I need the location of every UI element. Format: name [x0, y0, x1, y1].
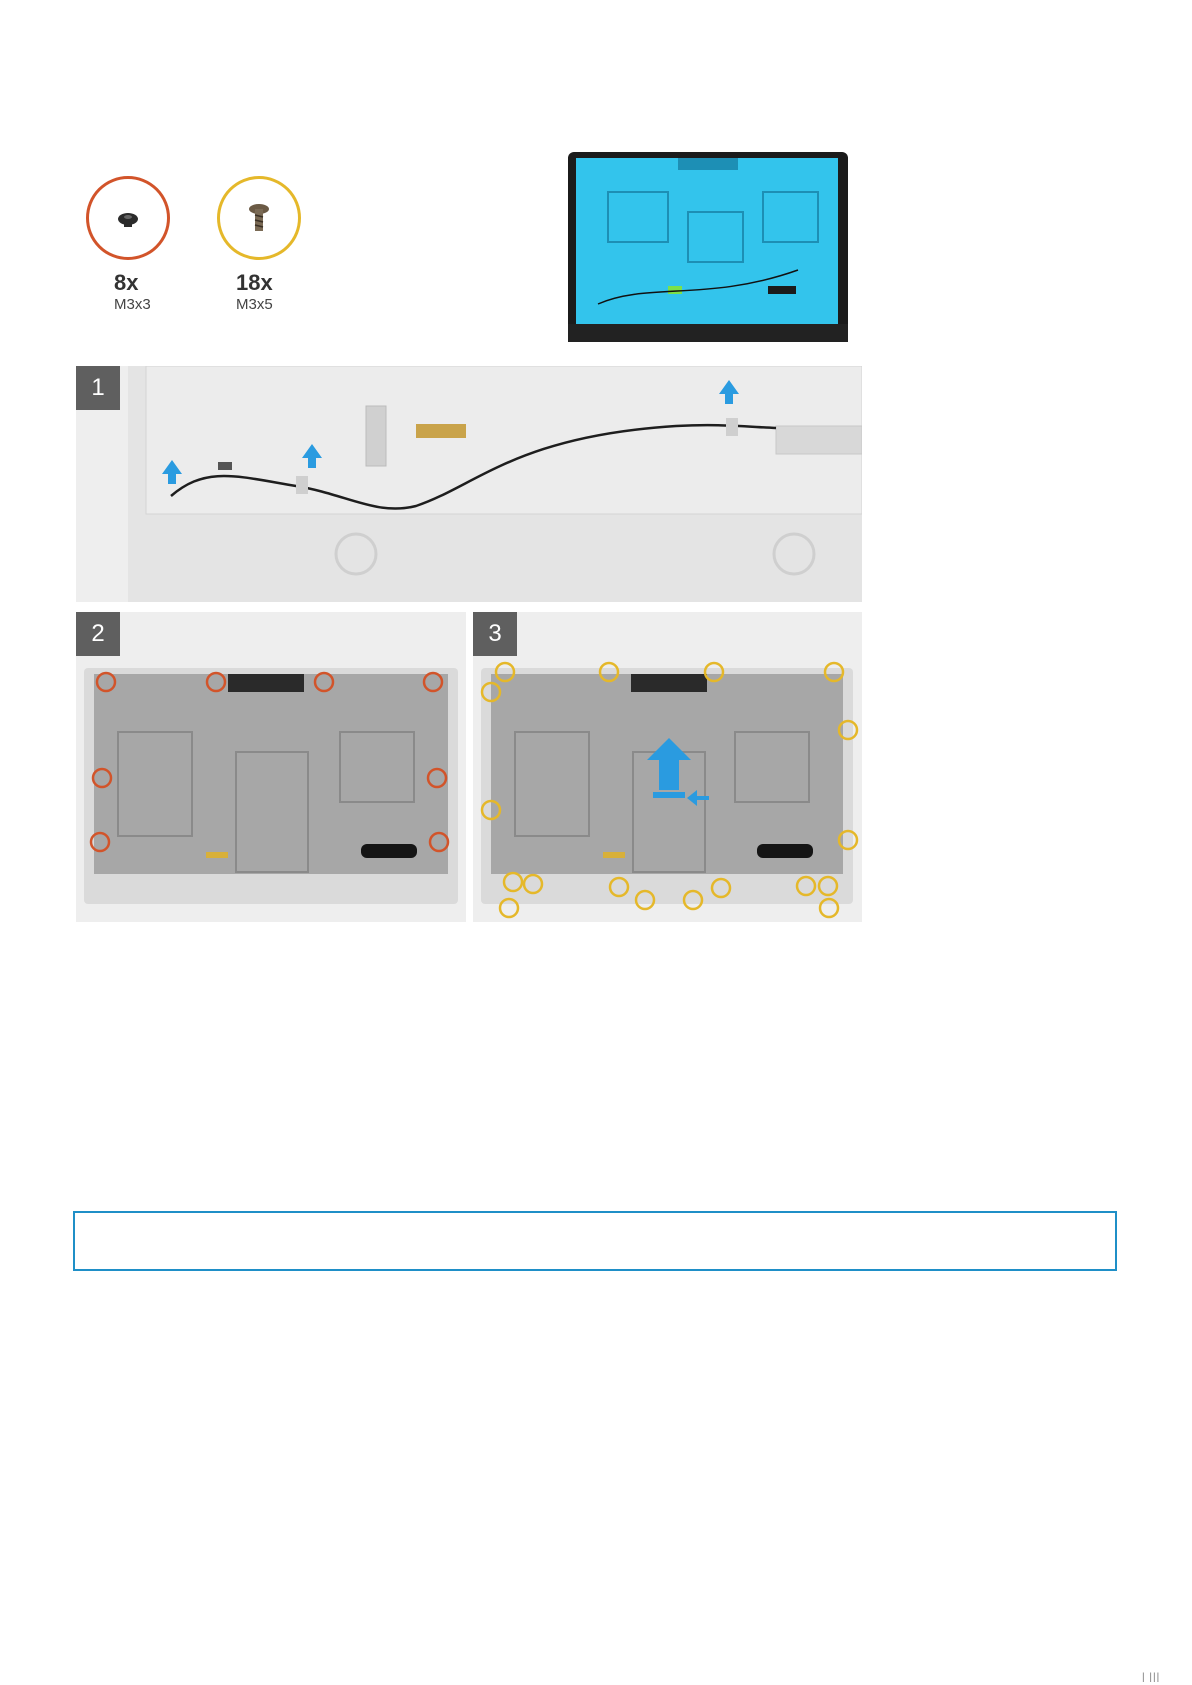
screw-m3x3-icon	[86, 176, 170, 260]
step-2-badge: 2	[76, 612, 120, 656]
screw-count-m3x5: 18x	[236, 270, 273, 295]
overview-image	[568, 152, 848, 342]
screw-type-m3x5: M3x5	[236, 296, 273, 313]
step-3-illustration	[473, 612, 862, 922]
screw-type-m3x3: M3x3	[114, 296, 151, 313]
step-2-panel	[76, 612, 466, 922]
screw-m3x5-icon	[217, 176, 301, 260]
step-3-badge: 3	[473, 612, 517, 656]
step-1-illustration	[76, 366, 862, 602]
step-2-illustration	[76, 612, 466, 922]
screw-count-m3x3: 8x	[114, 270, 139, 295]
step-3-panel	[473, 612, 862, 922]
step-1-panel	[76, 366, 862, 602]
note-box	[73, 1211, 1117, 1271]
page-footer-marks: | |||	[1142, 1672, 1161, 1683]
step-1-badge: 1	[76, 366, 120, 410]
